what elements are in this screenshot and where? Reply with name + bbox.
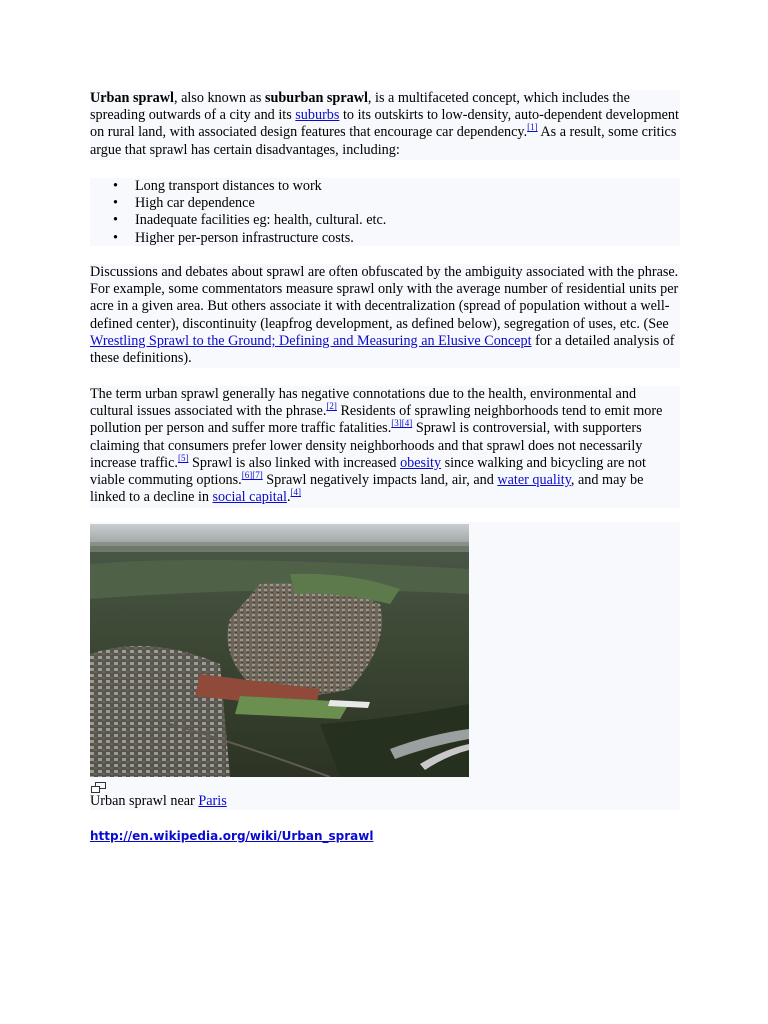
ref-5[interactable]: [5] — [177, 452, 189, 463]
aerial-photo-paris[interactable] — [90, 524, 469, 777]
figure-caption: Urban sprawl near Paris — [90, 793, 227, 809]
list-item: • Long transport distances to work — [135, 178, 680, 195]
list-item: • Higher per-person infrastructure costs. — [135, 230, 680, 247]
term-urban-sprawl: Urban sprawl — [90, 90, 174, 106]
ref-4[interactable]: [4] — [290, 487, 302, 498]
ref-1[interactable]: [1] — [527, 122, 538, 133]
list-item: • High car dependence — [135, 195, 680, 212]
list-item: • Inadequate facilities eg: health, cultural. etc. — [135, 212, 680, 229]
ref-6-7[interactable]: [6][7] — [241, 470, 263, 481]
connotations-block — [90, 386, 680, 508]
link-paris[interactable]: Paris — [198, 793, 227, 809]
link-wrestling-sprawl[interactable]: Wrestling Sprawl to the Ground; Defining and Measuring an Elusive Concept — [90, 332, 532, 349]
term-suburban-sprawl: suburban sprawl — [265, 90, 368, 106]
link-water-quality[interactable]: water quality — [497, 472, 571, 489]
intro-block — [90, 90, 680, 160]
connotations-paragraph: The term urban sprawl generally has negative connotations due to the health, environmental and cultural issues associated with the phrase.[2] Residents of sprawling neighborhoods tend to emit more pollution per person and suffer more traffic fatalities.[3][4] Sprawl is controversial, with supporters claiming that consumers prefer lower density neighborhoods and that sprawl does not necessarily increase traffic.[5] Sprawl is also linked with increased obesity since walking and bicycling are not viable commuting options.[6][7] Sprawl negatively impacts land, air, and water quality, and may be linked to a decline in social capital.[4] — [90, 386, 663, 506]
source-url-link[interactable]: http://en.wikipedia.org/wiki/Urban_sprawl — [90, 829, 374, 843]
definitions-paragraph: Discussions and debates about sprawl are often obfuscated by the ambiguity associated with the phrase. For example, some commentators measure sprawl only with the average number of residential units per acre in a given area. But others associate it with decentralization (spread of population without a well-defined center), discontinuity (leapfrog development, as defined below), segregation of uses, etc. (See Wrestling Sprawl to the Ground; Defining and Measuring an Elusive Concept for a detailed analysis of these definitions). — [90, 264, 679, 367]
definitions-block — [90, 264, 680, 368]
link-suburbs[interactable]: suburbs — [295, 107, 340, 124]
ref-2[interactable]: [2] — [326, 401, 337, 412]
intro-paragraph: Urban sprawl, also known as suburban sprawl, is a multifaceted concept, which includes the spreading outwards of a city and its suburbs to its outskirts to low-density, auto-dependent development on rural land, with associated design features that encourage car dependency.[1] As a result, some critics argue that sprawl has certain disadvantages, including: — [90, 90, 679, 158]
disadvantages-block — [90, 178, 680, 246]
link-social-capital[interactable]: social capital — [212, 489, 287, 506]
ref-3-4[interactable]: [3][4] — [391, 418, 413, 429]
disadvantages-list — [90, 178, 680, 247]
link-obesity[interactable]: obesity — [400, 454, 442, 471]
aerial-photo-illustration — [90, 524, 469, 777]
